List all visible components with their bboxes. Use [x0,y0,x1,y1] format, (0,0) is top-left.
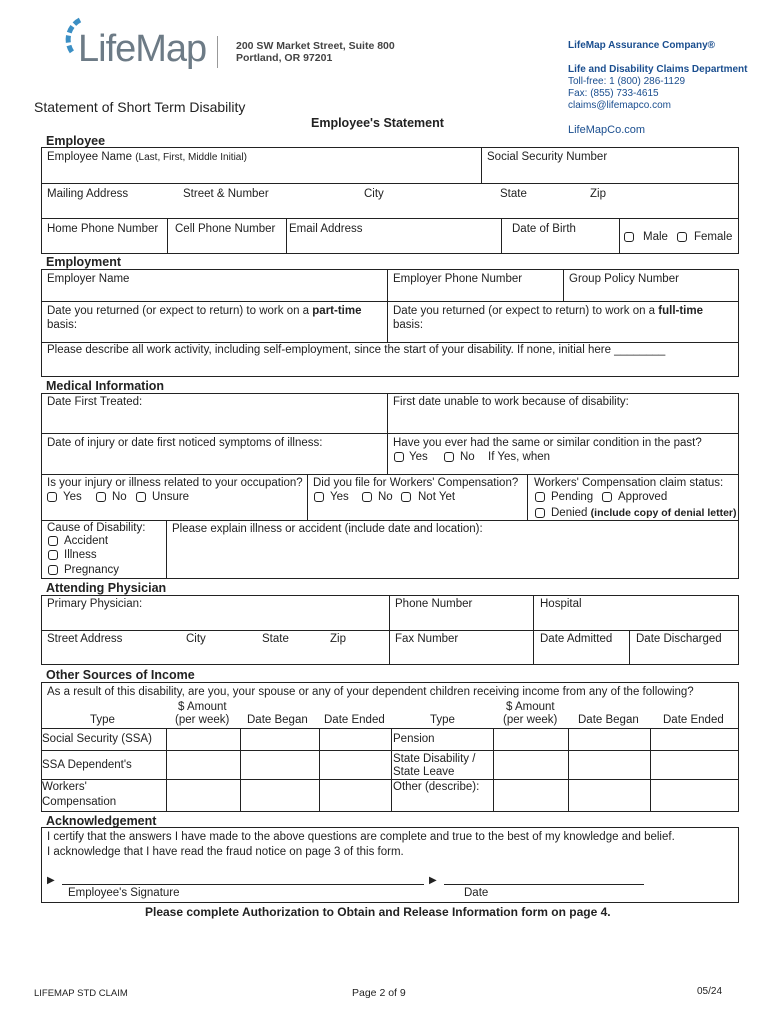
wc-denied-note: (include copy of denial letter) [590,507,737,519]
col-type-right: Type [430,714,455,726]
col-amount-right-2: (per week) [503,714,558,726]
employee-name-hint: (Last, First, Middle Initial) [135,152,247,163]
mailing-address-field[interactable]: Mailing Address [47,188,129,200]
cause-illness-label: Illness [64,549,97,561]
same-condition-no-checkbox[interactable] [444,452,454,462]
section-medical: Medical Information [46,379,165,393]
if-yes-when-field[interactable]: If Yes, when [488,451,551,463]
income-row-state-disability-2: State Leave [393,766,455,778]
cause-accident-checkbox[interactable] [48,536,58,546]
date-first-treated-field[interactable]: Date First Treated: [47,396,143,408]
hospital-field[interactable]: Hospital [540,598,582,610]
same-condition-no-label: No [460,451,475,463]
wc-filed-no-label: No [378,491,393,503]
zip-label: Zip [590,188,606,200]
cause-pregnancy-checkbox[interactable] [48,565,58,575]
state-label: State [500,188,527,200]
logo-text: LifeMap [78,28,207,70]
signature-line[interactable] [62,884,424,885]
website-link[interactable]: LifeMapCo.com [568,124,646,136]
occupation-no-label: No [112,491,127,503]
occupation-yes-label: Yes [63,491,82,503]
wc-filed-yes-label: Yes [330,491,349,503]
section-income: Other Sources of Income [46,668,195,682]
income-row-ssa-dependents: SSA Dependent's [42,759,132,771]
same-condition-yes-label: Yes [409,451,428,463]
occupation-question: Is your injury or illness related to your occupation? [47,477,303,489]
occupation-unsure-label: Unsure [152,491,190,503]
primary-physician-field[interactable]: Primary Physician: [47,598,143,610]
col-amount-right-1: $ Amount [506,701,555,713]
address-line1: 200 SW Market Street, Suite 800 [236,40,395,52]
city-label: City [364,188,384,200]
col-amount-left-2: (per week) [175,714,230,726]
parttime-text: Date you returned (or expect to return) to work on a [47,305,310,317]
female-label: Female [694,231,733,243]
footer-date: 05/24 [697,986,723,997]
wc-filed-question: Did you file for Workers' Compensation? [313,477,519,489]
employee-name-label[interactable] [47,151,247,164]
col-ended-right: Date Ended [663,714,724,726]
date-admitted-field[interactable]: Date Admitted [540,633,613,645]
col-began-right: Date Began [578,714,639,726]
wc-approved-checkbox[interactable] [602,492,612,502]
street-label: Street & Number [183,188,269,200]
parttime-bold: part-time [312,305,362,317]
wc-denied-checkbox[interactable] [535,508,545,518]
address-line2: Portland, OR 97201 [236,52,333,64]
date-line[interactable] [444,884,644,885]
fulltime-text: Date you returned (or expect to return) to work on a [393,305,656,317]
employer-phone-field[interactable]: Employer Phone Number [393,273,523,285]
ack-line1: I certify that the answers I have made to the above questions are complete and true to the best of my knowledge and belief. [47,831,675,843]
physician-street-field[interactable]: Street Address [47,633,123,645]
cause-label: Cause of Disability: [47,522,146,534]
male-checkbox[interactable] [624,232,634,242]
fulltime-bold: full-time [658,305,704,317]
income-row-other: Other (describe): [393,781,480,793]
physician-city-label: City [186,633,206,645]
section-acknowledgement: Acknowledgement [46,814,157,828]
group-policy-field[interactable]: Group Policy Number [569,273,679,285]
company-name: LifeMap Assurance Company® [568,40,716,51]
injury-date-field[interactable]: Date of injury or date first noticed symptoms of illness: [47,437,323,449]
same-condition-question: Have you ever had the same or similar condition in the past? [393,437,702,449]
section-physician: Attending Physician [46,581,167,595]
wc-denied-label [551,507,737,520]
footer-note: Please complete Authorization to Obtain and Release Information form on page 4. [145,905,611,919]
parttime-basis: basis: [47,319,78,331]
physician-fax-field[interactable]: Fax Number [395,633,459,645]
physician-phone-field[interactable]: Phone Number [395,598,473,610]
section-employee: Employee [46,134,106,148]
cause-pregnancy-label: Pregnancy [64,564,119,576]
lifemap-logo [62,14,212,72]
col-amount-left-1: $ Amount [178,701,227,713]
footer-left: LIFEMAP STD CLAIM [34,988,128,999]
income-row-pension: Pension [393,733,435,745]
col-type-left: Type [90,714,115,726]
cause-illness-checkbox[interactable] [48,550,58,560]
col-began-left: Date Began [247,714,308,726]
physician-state-label: State [262,633,289,645]
work-activity-field[interactable]: Please describe all work activity, including self-employment, since the start of your disability. If none, initial here ________ [47,344,666,356]
home-phone-field[interactable]: Home Phone Number [47,223,159,235]
income-row-wc-1: Workers' [42,781,87,793]
male-label: Male [643,231,668,243]
same-condition-yes-checkbox[interactable] [394,452,404,462]
tollfree: Toll-free: 1 (800) 286-1129 [568,76,686,87]
fulltime-basis: basis: [393,319,424,331]
physician-zip-label: Zip [330,633,346,645]
cell-phone-field[interactable]: Cell Phone Number [175,223,276,235]
wc-filed-no-checkbox[interactable] [362,492,372,502]
employee-name-text: Employee Name [47,151,133,163]
fax: Fax: (855) 733-4615 [568,88,659,99]
income-box [41,682,739,812]
income-question: As a result of this disability, are you, your spouse or any of your dependent children receiving income from any of the following? [47,686,694,698]
wc-filed-notyet-label: Not Yet [418,491,456,503]
wc-pending-label: Pending [551,491,594,503]
signature-label: Employee's Signature [68,887,180,899]
female-checkbox[interactable] [677,232,687,242]
section-employment: Employment [46,255,122,269]
form-subtitle: Employee's Statement [311,116,444,130]
wc-status-question: Workers' Compensation claim status: [534,477,724,489]
claims-dept: Life and Disability Claims Department [568,64,748,75]
wc-approved-label: Approved [618,491,668,503]
parttime-return-field[interactable] [47,305,361,318]
fulltime-return-field[interactable] [393,305,703,318]
ack-line2: I acknowledge that I have read the fraud notice on page 3 of this form. [47,846,404,858]
wc-pending-checkbox[interactable] [535,492,545,502]
explain-field[interactable]: Please explain illness or accident (include date and location): [172,523,483,535]
occupation-no-checkbox[interactable] [96,492,106,502]
date-label: Date [464,887,489,899]
occupation-yes-checkbox[interactable] [47,492,57,502]
date-discharged-field[interactable]: Date Discharged [636,633,722,645]
wc-denied-text: Denied [551,507,588,519]
income-row-wc-2: Compensation [42,796,117,808]
ssn-field[interactable]: Social Security Number [487,151,608,163]
occupation-unsure-checkbox[interactable] [136,492,146,502]
employer-name-field[interactable]: Employer Name [47,273,130,285]
wc-filed-notyet-checkbox[interactable] [401,492,411,502]
email-field[interactable]: Email Address [289,223,363,235]
income-row-ssa: Social Security (SSA) [42,733,152,745]
date-arrow-icon: ▶ [429,875,437,886]
page-title: Statement of Short Term Disability [34,99,246,115]
cause-accident-label: Accident [64,535,109,547]
dob-field[interactable]: Date of Birth [512,223,576,235]
footer-page: Page 2 of 9 [352,987,406,999]
first-unable-field[interactable]: First date unable to work because of disability: [393,396,629,408]
signature-arrow-icon: ▶ [47,875,55,886]
income-row-state-disability-1: State Disability / [393,753,476,765]
col-ended-left: Date Ended [324,714,385,726]
claims-email[interactable]: claims@lifemapco.com [568,100,671,111]
wc-filed-yes-checkbox[interactable] [314,492,324,502]
